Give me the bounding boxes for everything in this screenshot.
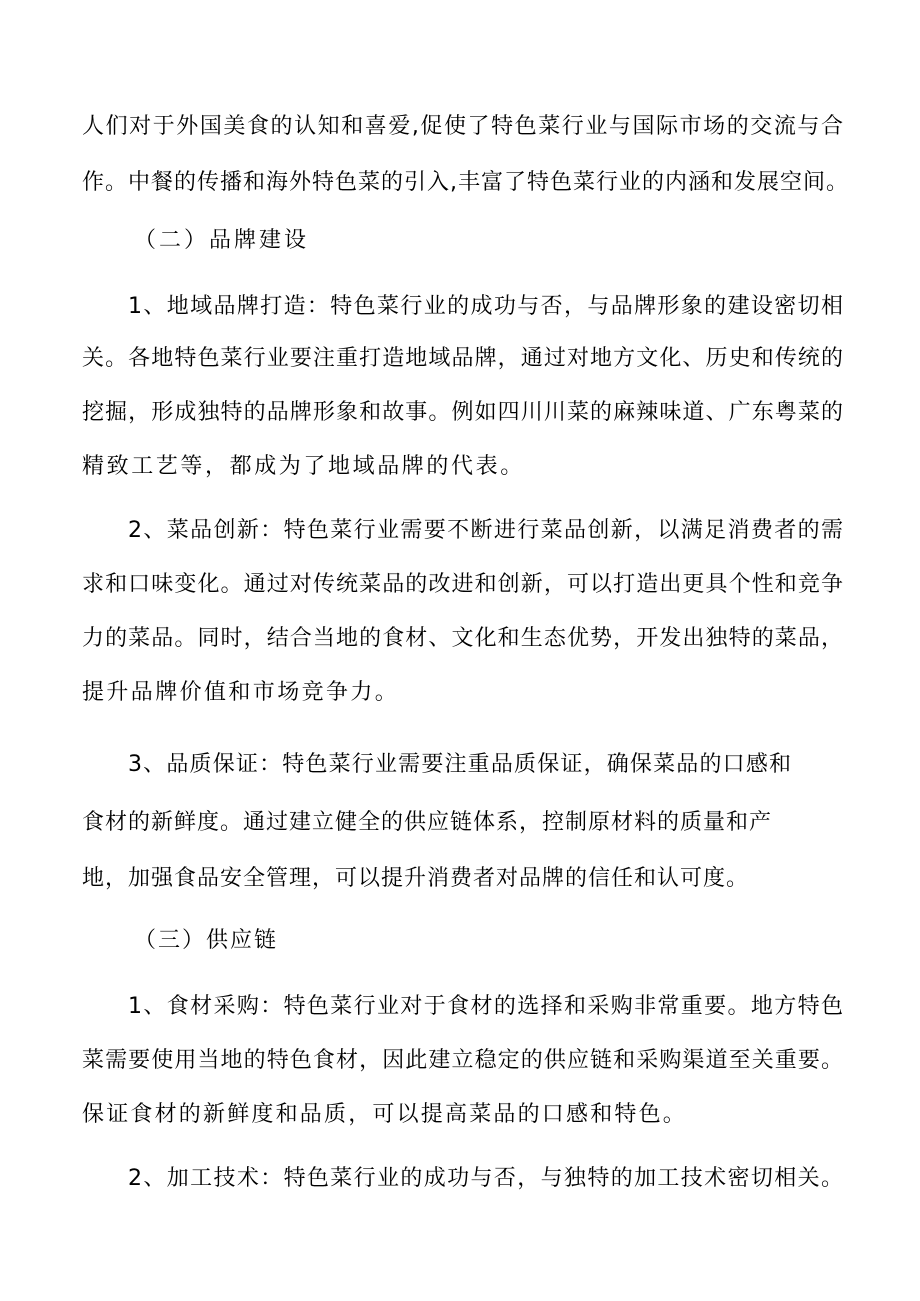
section-heading-supply-chain: （三）供应链 — [134, 928, 279, 953]
paragraph-line: 保证食材的新鲜度和品质，可以提高菜品的口感和特色。 — [82, 1102, 688, 1127]
paragraph-line: 求和口味变化。通过对传统菜品的改进和创新，可以打造出更具个性和竞争 — [82, 572, 844, 597]
paragraph-line: 菜需要使用当地的特色食材，因此建立稳定的供应链和采购渠道至关重要。 — [82, 1048, 844, 1073]
paragraph-line: 人们对于外国美食的认知和喜爱,促使了特色菜行业与国际市场的交流与合 — [82, 114, 844, 139]
paragraph-line: 地，加强食品安全管理，可以提升消费者对品牌的信任和认可度。 — [82, 866, 750, 891]
paragraph-line: 2、加工技术：特色菜行业的成功与否，与独特的加工技术密切相关。 — [128, 1166, 844, 1191]
paragraph-line: 力的菜品。同时，结合当地的食材、文化和生态优势，开发出独特的菜品， — [82, 626, 844, 651]
paragraph-line: 关。各地特色菜行业要注重打造地域品牌，通过对地方文化、历史和传统的 — [82, 346, 844, 371]
paragraph-line: 1、地域品牌打造：特色菜行业的成功与否，与品牌形象的建设密切相 — [128, 294, 844, 319]
paragraph-line: 挖掘，形成独特的品牌形象和故事。例如四川川菜的麻辣味道、广东粤菜的 — [82, 400, 844, 425]
paragraph-line: 作。中餐的传播和海外特色菜的引入,丰富了特色菜行业的内涵和发展空间。 — [82, 170, 849, 195]
paragraph-line: 3、品质保证：特色菜行业需要注重品质保证，确保菜品的口感和 — [128, 752, 792, 777]
paragraph-line: 提升品牌价值和市场竞争力。 — [82, 680, 400, 705]
paragraph-line: 2、菜品创新：特色菜行业需要不断进行菜品创新，以满足消费者的需 — [128, 518, 844, 543]
paragraph-line: 精致工艺等，都成为了地域品牌的代表。 — [82, 454, 525, 479]
paragraph-line: 食材的新鲜度。通过建立健全的供应链体系，控制原材料的质量和产 — [82, 810, 773, 835]
paragraph-line: 1、食材采购：特色菜行业对于食材的选择和采购非常重要。地方特色 — [128, 994, 844, 1019]
section-heading-brand: （二）品牌建设 — [134, 228, 310, 253]
